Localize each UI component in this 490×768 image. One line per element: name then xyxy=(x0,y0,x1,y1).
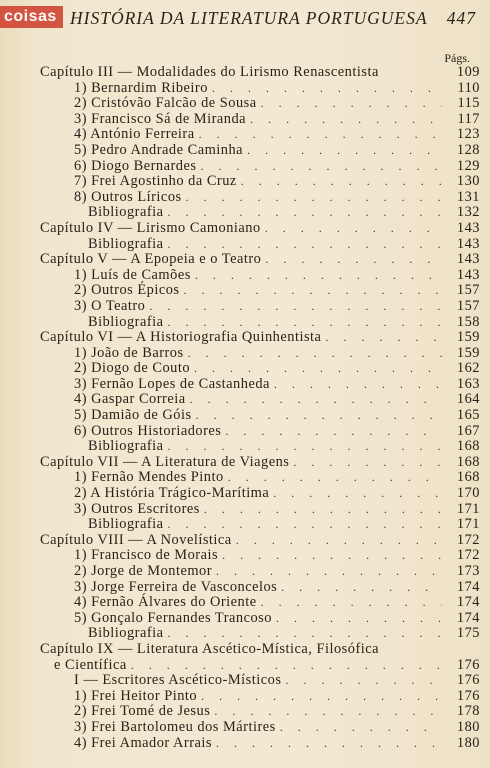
toc-entry-page: 171 xyxy=(456,500,480,517)
toc-entry xyxy=(0,424,490,440)
dot-leader xyxy=(247,143,442,159)
dot-leader xyxy=(274,377,442,393)
dot-leader xyxy=(131,658,442,674)
toc-entry xyxy=(0,315,490,331)
toc-entry xyxy=(0,221,490,237)
toc-entry xyxy=(0,502,490,518)
toc-entry-page: 157 xyxy=(456,297,480,314)
toc-entry xyxy=(0,143,490,159)
toc-entry xyxy=(0,65,490,81)
toc-entry-page: 115 xyxy=(457,95,480,112)
toc-entry-page: 162 xyxy=(456,360,480,377)
toc-entry xyxy=(0,580,490,596)
toc-entry-page: 174 xyxy=(456,609,480,626)
dot-leader xyxy=(241,174,442,190)
table-of-contents xyxy=(0,65,490,751)
toc-entry xyxy=(0,361,490,377)
toc-entry-title: 5) Damião de Góis xyxy=(74,407,192,424)
dot-leader xyxy=(199,127,442,143)
dot-leader xyxy=(265,252,442,268)
dot-leader xyxy=(250,112,442,128)
dot-leader xyxy=(293,455,442,471)
toc-entry xyxy=(0,268,490,284)
toc-entry-title: 6) Diogo Bernardes xyxy=(74,157,197,174)
toc-entry-title: 1) Francisco de Morais xyxy=(74,547,219,564)
toc-entry-title: 1) Bernardim Ribeiro xyxy=(74,79,208,96)
toc-entry xyxy=(0,252,490,268)
toc-entry-title: 5) Gonçalo Fernandes Trancoso xyxy=(74,609,272,626)
toc-entry xyxy=(0,673,490,689)
toc-entry xyxy=(0,346,490,362)
toc-entry-page: 143 xyxy=(456,251,480,268)
toc-entry xyxy=(0,237,490,253)
dot-leader xyxy=(281,580,442,596)
toc-entry-page: 178 xyxy=(456,703,480,720)
toc-entry-title: 4) Fernão Álvares do Oriente xyxy=(74,594,257,611)
page-number: 447 xyxy=(446,8,476,28)
toc-entry-title: Capítulo III — Modalidades do Lirismo Renascentista xyxy=(40,64,379,80)
toc-entry-page: 163 xyxy=(456,375,480,392)
toc-entry-page: 168 xyxy=(456,469,480,486)
toc-entry-title: I — Escritores Ascético-Místicos xyxy=(74,672,282,689)
toc-entry-page: 180 xyxy=(456,734,480,751)
toc-entry-page: 180 xyxy=(456,718,480,735)
toc-entry xyxy=(0,112,490,128)
toc-entry-page: 176 xyxy=(456,672,480,689)
dot-leader xyxy=(216,736,442,752)
toc-entry xyxy=(0,439,490,455)
toc-entry-title: 1) Fernão Mendes Pinto xyxy=(74,469,224,486)
toc-entry-page: 175 xyxy=(456,625,480,642)
dot-leader xyxy=(168,205,442,221)
dot-leader xyxy=(225,424,442,440)
dot-leader xyxy=(285,673,442,689)
toc-entry-title: Capítulo VII — A Literatura de Viagens xyxy=(40,453,290,470)
toc-entry xyxy=(0,595,490,611)
toc-entry xyxy=(0,486,490,502)
dot-leader xyxy=(190,392,442,408)
toc-entry-page: 143 xyxy=(456,235,480,252)
dot-leader xyxy=(228,470,442,486)
toc-entry-page: 167 xyxy=(456,422,480,439)
dot-leader xyxy=(186,190,442,206)
dot-leader xyxy=(212,81,442,97)
dot-leader xyxy=(188,346,442,362)
dot-leader xyxy=(194,361,442,377)
running-header xyxy=(70,6,476,30)
toc-entry-page: 176 xyxy=(456,656,480,673)
dot-leader xyxy=(168,517,442,533)
toc-entry-title: 4) António Ferreira xyxy=(74,126,195,143)
dot-leader xyxy=(236,533,442,549)
toc-entry-page: 143 xyxy=(456,266,480,283)
toc-entry-page: 171 xyxy=(456,516,480,533)
toc-entry-title: Capítulo VI — A Historiografia Quinhentista xyxy=(40,329,322,346)
toc-entry-page: 117 xyxy=(457,110,480,127)
dot-leader xyxy=(273,486,442,502)
toc-entry-page: 172 xyxy=(456,547,480,564)
toc-entry-title: 3) Fernão Lopes de Castanheda xyxy=(74,375,270,392)
toc-entry-title: 3) Francisco Sá de Miranda xyxy=(74,110,247,127)
toc-entry xyxy=(0,159,490,175)
toc-entry-title: 1) Frei Heitor Pinto xyxy=(74,687,198,704)
toc-entry-page: 123 xyxy=(456,126,480,143)
toc-entry xyxy=(0,611,490,627)
dot-leader xyxy=(168,315,442,331)
toc-entry-page: 164 xyxy=(456,391,480,408)
toc-entry xyxy=(0,81,490,97)
toc-entry-page: 174 xyxy=(456,578,480,595)
toc-entry xyxy=(0,127,490,143)
toc-entry xyxy=(0,408,490,424)
toc-entry-title: 2) Frei Tomé de Jesus xyxy=(74,703,211,720)
toc-entry-title: 2) Diogo de Couto xyxy=(74,360,191,377)
toc-entry-title: Bibliografia xyxy=(88,204,164,221)
toc-entry-title: e Científica xyxy=(54,656,127,673)
toc-entry-page: 176 xyxy=(456,687,480,704)
toc-entry-page: 131 xyxy=(456,188,480,205)
running-title: HISTÓRIA DA LITERATURA PORTUGUESA xyxy=(70,8,428,28)
toc-entry xyxy=(0,704,490,720)
dot-leader xyxy=(276,611,442,627)
dot-leader xyxy=(261,595,442,611)
dot-leader xyxy=(195,268,442,284)
toc-entry-title: Capítulo VIII — A Novelística xyxy=(40,531,232,548)
toc-entry xyxy=(0,658,490,674)
toc-entry xyxy=(0,299,490,315)
toc-entry-title: 1) Luís de Camões xyxy=(74,266,191,283)
dot-leader xyxy=(168,626,442,642)
pages-column-label: Págs. xyxy=(444,51,470,65)
toc-entry-title: 6) Outros Historiadores xyxy=(74,422,222,439)
dot-leader xyxy=(184,283,442,299)
toc-entry-title: Capítulo V — A Epopeia e o Teatro xyxy=(40,251,262,268)
toc-entry-page: 128 xyxy=(456,141,480,158)
toc-entry xyxy=(0,517,490,533)
toc-entry xyxy=(0,533,490,549)
toc-entry-title: Capítulo IX — Literatura Ascético-Mística, Filosófica xyxy=(40,640,380,657)
toc-entry-title: 3) Jorge Ferreira de Vasconcelos xyxy=(74,578,278,595)
toc-entry-title: 3) Frei Bartolomeu dos Mártires xyxy=(74,718,276,735)
toc-entry xyxy=(0,642,490,658)
toc-entry-page: 170 xyxy=(456,485,480,502)
toc-entry-page: 159 xyxy=(456,344,480,361)
toc-entry-page: 132 xyxy=(456,204,480,221)
toc-entry xyxy=(0,564,490,580)
dot-leader xyxy=(280,720,442,736)
toc-entry-page: 172 xyxy=(456,531,480,548)
toc-entry-title: Bibliografia xyxy=(88,313,164,330)
toc-entry-page: 110 xyxy=(457,79,480,96)
toc-entry xyxy=(0,377,490,393)
toc-entry-title: 2) Cristóvão Falcão de Sousa xyxy=(74,95,257,112)
toc-entry-page: 130 xyxy=(456,173,480,190)
toc-entry-page: 168 xyxy=(456,438,480,455)
dot-leader xyxy=(168,237,442,253)
dot-leader xyxy=(261,96,442,112)
dot-leader xyxy=(265,221,442,237)
dot-leader xyxy=(149,299,442,315)
toc-entry xyxy=(0,205,490,221)
toc-entry xyxy=(0,626,490,642)
toc-entry-title: 4) Frei Amador Arrais xyxy=(74,734,212,751)
toc-entry-page: 143 xyxy=(456,219,480,236)
toc-entry-title: Bibliografia xyxy=(88,235,164,252)
toc-entry xyxy=(0,96,490,112)
toc-entry-title: Bibliografia xyxy=(88,516,164,533)
toc-entry-title: 3) O Teatro xyxy=(74,297,146,314)
toc-entry xyxy=(0,190,490,206)
toc-entry xyxy=(0,174,490,190)
toc-entry-title: 4) Gaspar Correia xyxy=(74,391,186,408)
toc-entry-page: 109 xyxy=(456,64,480,80)
toc-entry-title: 1) João de Barros xyxy=(74,344,184,361)
toc-entry-page: 159 xyxy=(456,329,480,346)
toc-entry xyxy=(0,736,490,752)
toc-entry xyxy=(0,330,490,346)
toc-entry-title: 3) Outros Escritores xyxy=(74,500,200,517)
toc-entry-title: 7) Frei Agostinho da Cruz xyxy=(74,173,237,190)
toc-entry-page: 158 xyxy=(456,313,480,330)
watermark-badge: coisas xyxy=(0,6,63,28)
toc-entry-title: Bibliografia xyxy=(88,625,164,642)
toc-entry-page: 174 xyxy=(456,594,480,611)
dot-leader xyxy=(201,689,442,705)
dot-leader xyxy=(201,159,443,175)
dot-leader xyxy=(325,330,442,346)
toc-entry xyxy=(0,392,490,408)
dot-leader xyxy=(216,564,442,580)
toc-entry-title: 2) Jorge de Montemor xyxy=(74,563,213,579)
toc-entry xyxy=(0,283,490,299)
toc-entry-page: 168 xyxy=(456,453,480,470)
toc-entry-title: 8) Outros Líricos xyxy=(74,188,182,205)
dot-leader xyxy=(222,548,442,564)
toc-entry-title: 5) Pedro Andrade Caminha xyxy=(74,141,244,158)
toc-entry-page: 165 xyxy=(456,407,480,424)
toc-entry-title: Bibliografia xyxy=(88,438,164,455)
dot-leader xyxy=(214,704,442,720)
toc-entry-title: Capítulo IV — Lirismo Camoniano xyxy=(40,219,261,236)
dot-leader xyxy=(196,408,442,424)
dot-leader xyxy=(168,439,442,455)
toc-entry xyxy=(0,720,490,736)
toc-entry xyxy=(0,455,490,471)
toc-entry xyxy=(0,548,490,564)
toc-entry-title: 2) Outros Épicos xyxy=(74,282,180,299)
toc-entry-page: 157 xyxy=(456,282,480,299)
toc-entry xyxy=(0,689,490,705)
toc-entry xyxy=(0,470,490,486)
toc-entry-title: 2) A História Trágico-Marítima xyxy=(74,485,270,502)
dot-leader xyxy=(204,502,442,518)
toc-entry-page: 173 xyxy=(456,563,480,579)
toc-entry-page: 129 xyxy=(456,157,480,174)
